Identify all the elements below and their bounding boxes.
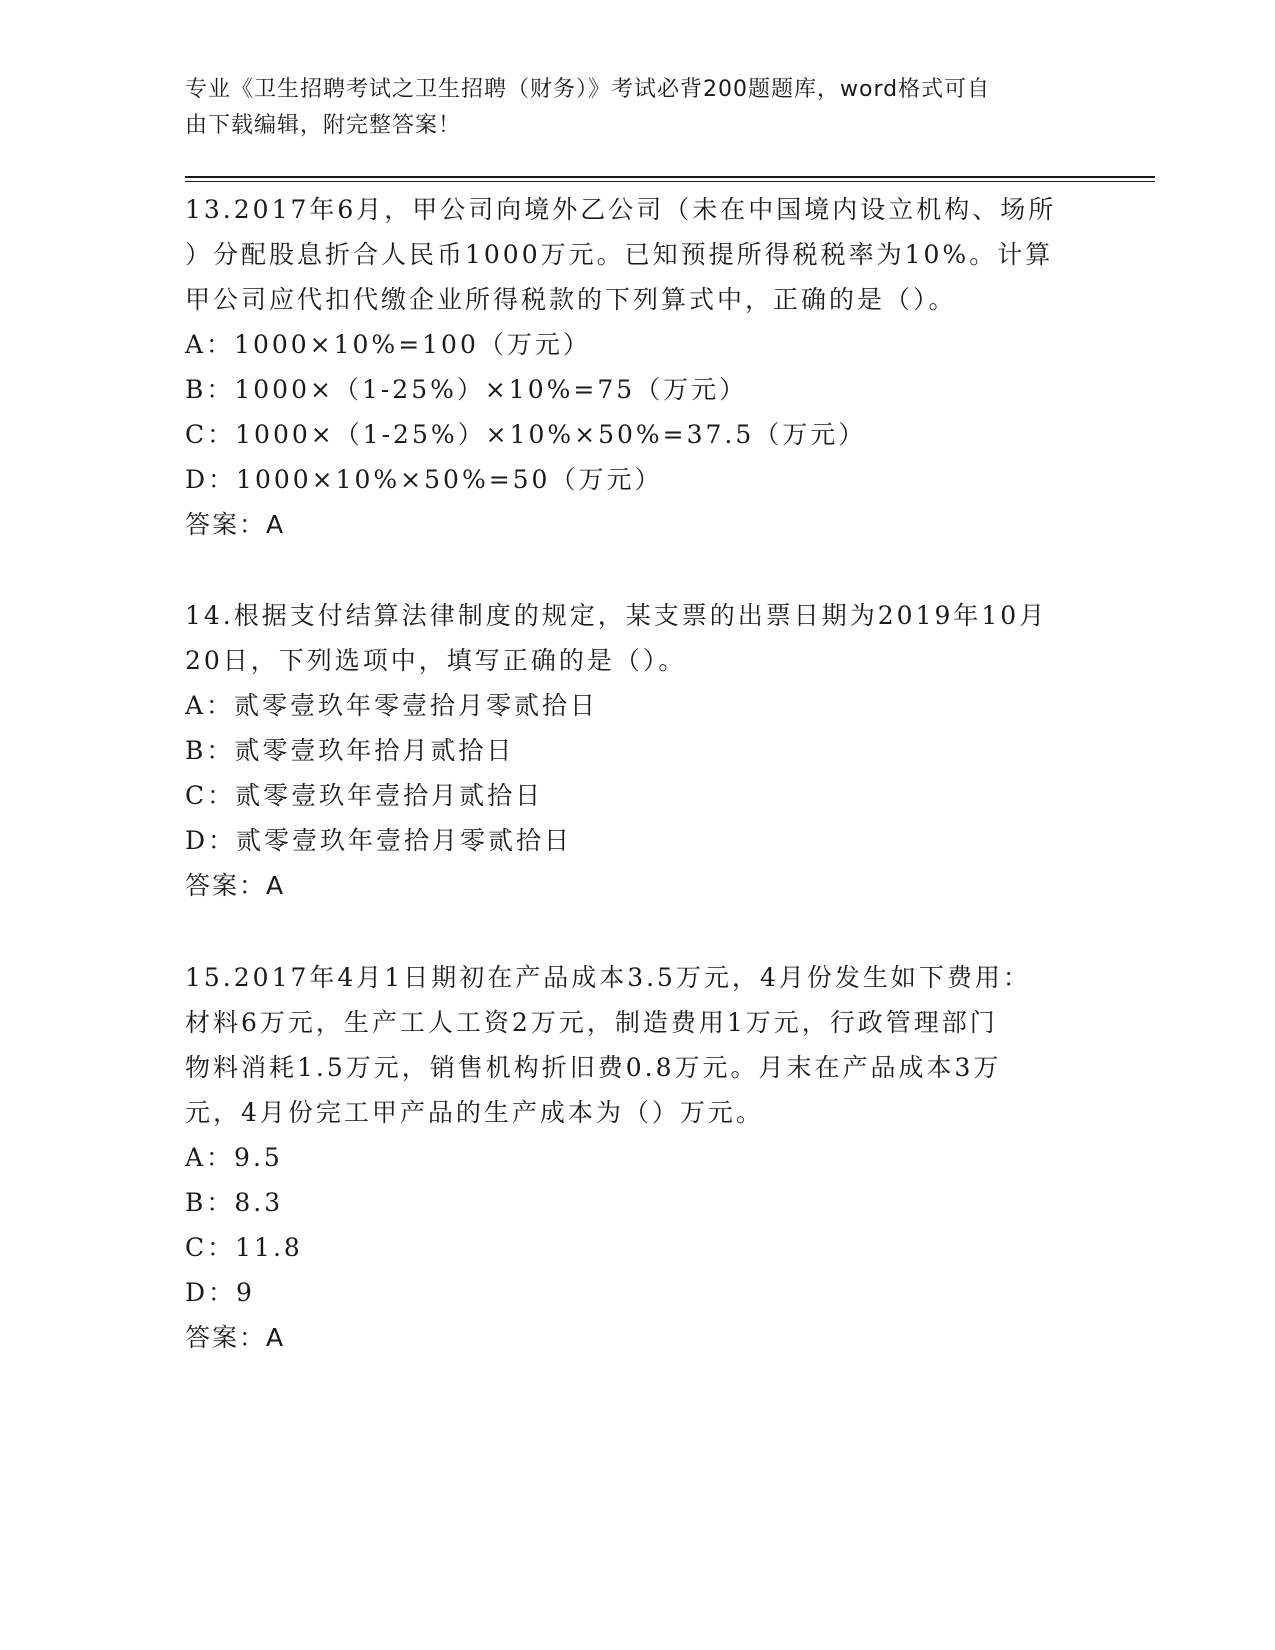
header-line-1: 专业《卫生招聘考试之卫生招聘（财务）》考试必背200题题库，word格式可自 <box>185 77 991 102</box>
option-c: C：11.8 <box>185 1233 303 1262</box>
option-a: A：贰零壹玖年零壹拾月零贰拾日 <box>185 691 599 720</box>
question-stem-line: ）分配股息折合人民币1000万元。已知预提所得税税率为10%。计算 <box>185 240 1054 269</box>
question-stem-line: 15.2017年4月1日期初在产品成本3.5万元，4月份发生如下费用： <box>185 963 1031 992</box>
question-stem-line: 13.2017年6月，甲公司向境外乙公司（未在中国境内设立机构、场所 <box>185 195 1057 224</box>
header-divider-thin <box>185 181 1155 182</box>
question-stem-line: 物料消耗1.5万元，销售机构折旧费0.8万元。月末在产品成本3万 <box>185 1053 1002 1082</box>
question-stem-line: 甲公司应代扣代缴企业所得税款的下列算式中，正确的是（）。 <box>185 285 957 314</box>
option-d: D：贰零壹玖年壹拾月零贰拾日 <box>185 826 573 855</box>
option-b: B：1000×（1-25%）×10%=75（万元） <box>185 375 748 404</box>
option-a: A：1000×10%=100（万元） <box>185 330 591 359</box>
question-15 <box>185 955 1085 1360</box>
answer-line: 答案：A <box>185 871 286 900</box>
question-stem-line: 14.根据支付结算法律制度的规定，某支票的出票日期为2019年10月 <box>185 601 1048 630</box>
document-header <box>185 72 1065 144</box>
header-divider-thick <box>185 176 1155 178</box>
question-stem-line: 材料6万元，生产工人工资2万元，制造费用1万元，行政管理部门 <box>185 1008 998 1037</box>
option-d: D：9 <box>185 1278 255 1307</box>
answer-line: 答案：A <box>185 510 286 539</box>
option-c: C：1000×（1-25%）×10%×50%=37.5（万元） <box>185 420 867 449</box>
question-stem-line: 元，4月份完工甲产品的生产成本为（）万元。 <box>185 1098 764 1127</box>
option-d: D：1000×10%×50%=50（万元） <box>185 465 663 494</box>
answer-line: 答案：A <box>185 1323 286 1352</box>
question-13 <box>185 187 1085 547</box>
option-b: B：8.3 <box>185 1188 284 1217</box>
option-c: C：贰零壹玖年壹拾月贰拾日 <box>185 781 544 810</box>
question-stem-line: 20日，下列选项中，填写正确的是（）。 <box>185 646 687 675</box>
header-line-2: 由下载编辑，附完整答案！ <box>185 113 462 138</box>
question-14 <box>185 593 1085 908</box>
option-b: B：贰零壹玖年拾月贰拾日 <box>185 736 515 765</box>
option-a: A：9.5 <box>185 1143 283 1172</box>
